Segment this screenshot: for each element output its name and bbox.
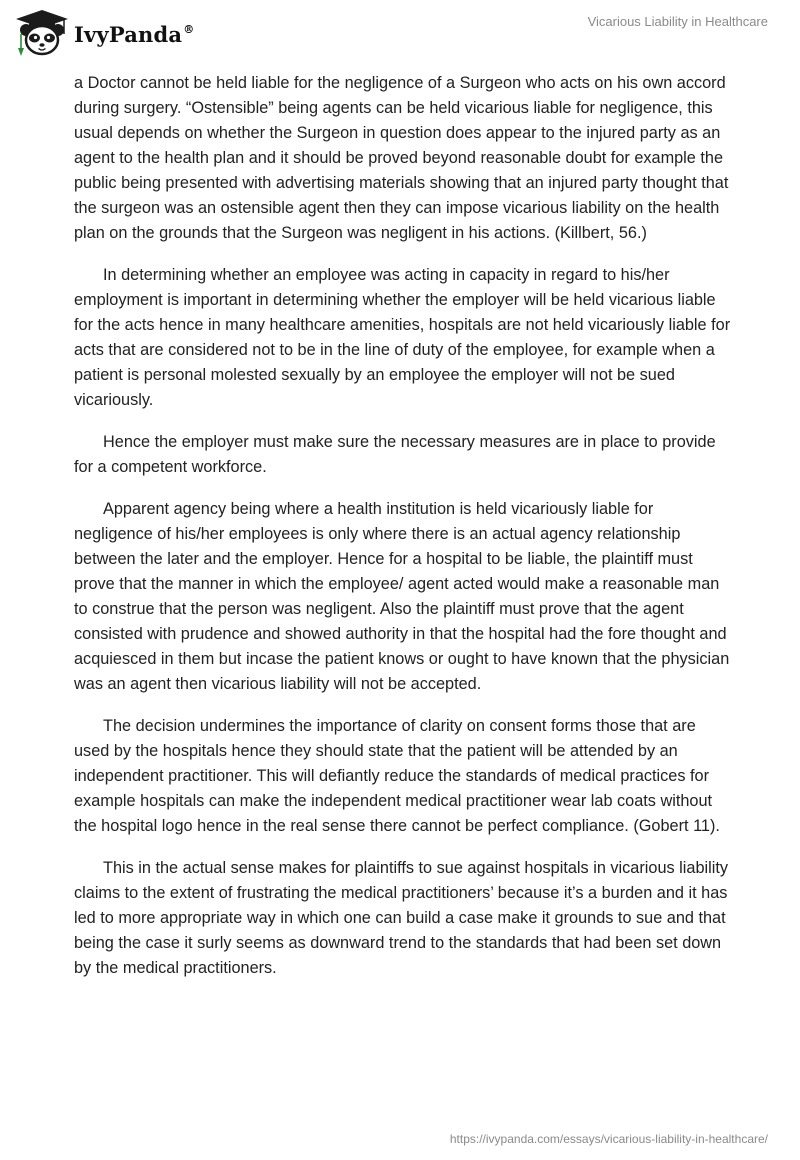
source-url-link[interactable]: https://ivypanda.com/essays/vicarious-liability-in-healthcare/ [449, 1132, 768, 1146]
page-header [0, 0, 800, 70]
paragraph-3: Hence the employer must make sure the necessary measures are in place to provide for a competent workforce. [74, 433, 716, 476]
panda-graduate-logo-icon [14, 8, 70, 58]
paragraph-5: The decision undermines the importance of clarity on consent forms those that are used by the hospitals hence they should state that the patient will be attended by an independent practitioner. This will defiantly reduce the standards of medical practices for example hospitals can make the independent medical practitioner wear lab coats without the hospital logo hence in the real sense there cannot be perfect compliance. (Gobert 11). [74, 717, 720, 835]
paragraph-1: a Doctor cannot be held liable for the negligence of a Surgeon who acts on his own accord during surgery. “Ostensible” being agents can be held vicarious liable for negligence, this usual depends on whether the Surgeon in question does appear to the injured party as an agent to the health plan and it should be proved beyond reasonable doubt for example the public being presented with advertising materials showing that an injured party thought that the surgeon was an ostensible agent then they can impose vicarious liability on the health plan on the grounds that the Surgeon was negligent in his actions. (Killbert, 56.) [74, 74, 729, 242]
brand-logo[interactable] [14, 8, 194, 58]
paragraph-2: In determining whether an employee was acting in capacity in regard to his/her employment is important in determining whether the employer will be held vicarious liable for the acts hence in many healthcare amenities, hospitals are not held vicariously liable for acts that are considered not to be in the line of duty of the employee, for example when a patient is personal molested sexually by an employee the employer will not be sued vicariously. [74, 266, 731, 409]
registered-mark: ® [183, 22, 195, 36]
document-title: Vicarious Liability in Healthcare [587, 14, 768, 29]
essay-body [74, 71, 734, 998]
paragraph-6: This in the actual sense makes for plaintiffs to sue against hospitals in vicarious liability claims to the extent of frustrating the medical practitioners’ because it’s a burden and it has led to more appropriate way in which one can build a case make it grounds to sue and that being the case it surly seems as downward trend to the standards that had been set down by the medical practitioners. [74, 859, 729, 977]
paragraph-4: Apparent agency being where a health institution is held vicariously liable for negligence of his/her employees is only where there is an actual agency relationship between the later and the employer. Hence for a hospital to be liable, the plaintiff must prove that the manner in which the employee/ agent acted would make a reasonable man to construe that the person was negligent. Also the plaintiff must prove that the agent consisted with prudence and showed authority in that the hospital had the fore thought and acquiesced in them but incase the patient knows or ought to have known that the physician was an agent then vicarious liability will not be accepted. [74, 500, 730, 693]
brand-name: IvyPanda® [74, 21, 195, 47]
